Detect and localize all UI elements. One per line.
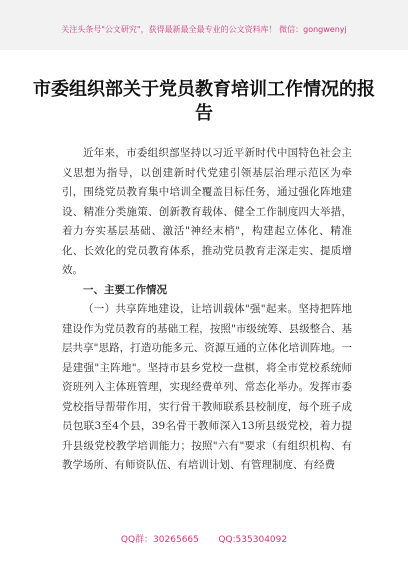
section-heading: 一、主要工作情况: [83, 283, 167, 296]
document-title: 市委组织部关于党员教育培训工作情况的报告: [33, 79, 375, 124]
banner-note: 关注头条号"公文研究"，获得最新最全最专业的公文资料库！ 微信：gongwenyj: [61, 25, 347, 34]
document-body: [62, 144, 352, 476]
top-banner: [0, 0, 408, 50]
section-paragraph: （一）共享阵地建设，让培训载体"强"起来。坚持把阵地建设作为党员教育的基础工程，按照"市级统筹、县级整合、基层共享"思路，打造功能多元、资源互通的立体化培训阵地。一是建强"主阵地"。坚持市县乡党校一盘棋，将全市党校系统师资班列入主体班管理，实现经费单列、常态化举办。发挥市委党校指导帮带作用，实行骨干教师联系县校制度，每个班子成员包联3至4个县，39名骨干教师深入13所县级党校，着力提升县级党校教学培训能力；按照"六有"要求（有组织机构、有教学场所、有师资队伍、有培训计划、有管理制度、有经费: [62, 303, 352, 471]
footer-qq: QQ:535304092: [218, 535, 288, 545]
intro-paragraph: 近年来，市委组织部坚持以习近平新时代中国特色社会主义思想为指导，以创建新时代党建引领基层治理示范区为牵引，围绕党员教育集中培训全覆盖目标任务，通过强化阵地建设、精准分类施策、创新教育载体、健全工作制度四大举措，着力夯实基层基础、激活"神经末梢"，构建起立体化、精准化、长效化的党员教育体系，推动党员教育走深走实、提质增效。: [62, 147, 352, 276]
footer-qq-group: QQ群：30265665: [120, 535, 199, 545]
footer-contact: [0, 532, 408, 545]
